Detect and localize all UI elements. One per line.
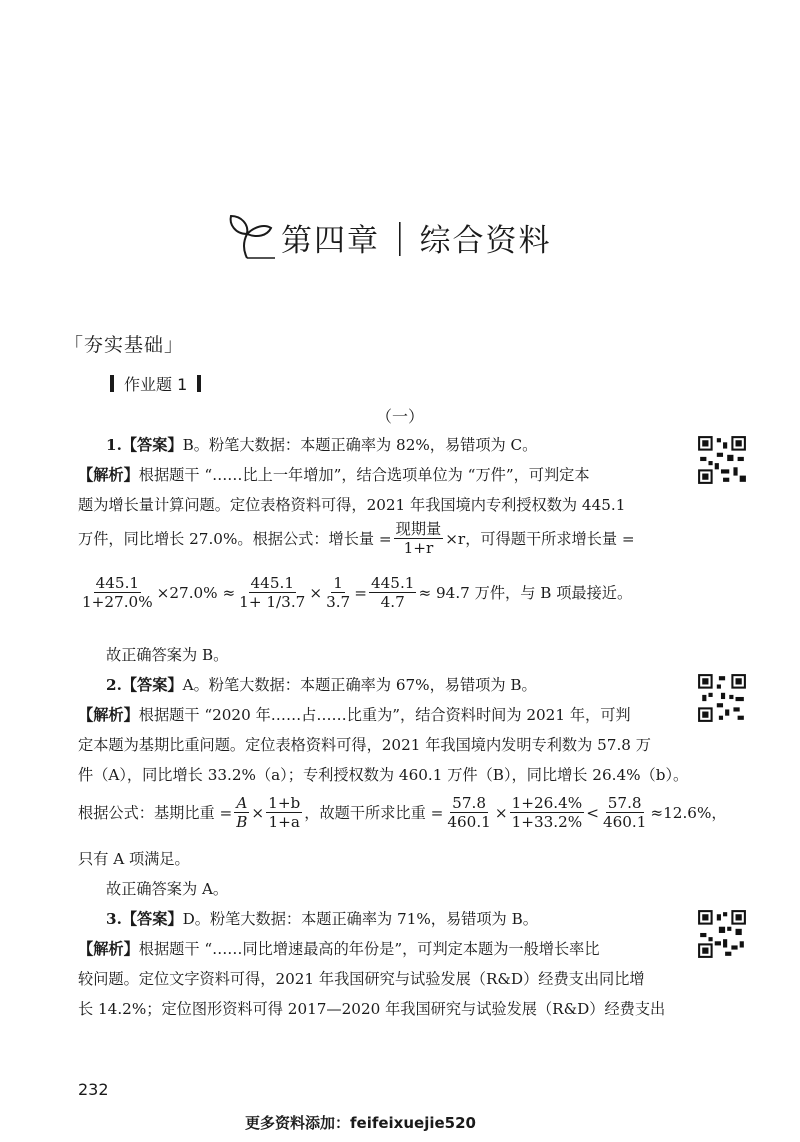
q3-answer-text: D。粉笔大数据：本题正确率为 71%，易错项为 B。: [182, 910, 538, 928]
chapter-name: 综合资料: [419, 222, 552, 259]
q3-answer-line: [106, 908, 538, 930]
frac-num: 445.1: [250, 574, 294, 592]
frac-num: 现期量: [395, 520, 442, 538]
q2-answer-line: [106, 674, 537, 696]
q3-analysis-label: 【解析】: [78, 940, 139, 958]
q2-text-line: 只有 A 项满足。: [78, 850, 190, 868]
q1-fraction: [80, 574, 155, 611]
frac-den: 460.1: [447, 813, 491, 831]
homework-title-row: [100, 372, 211, 395]
frac-den: 1+27.0%: [82, 593, 153, 611]
sprout-icon: [225, 212, 279, 262]
q2-fraction: [510, 794, 585, 831]
sub-title: （一）: [375, 407, 424, 426]
frac-num: 57.8: [452, 794, 486, 812]
q3-text-line: 长 14.2%；定位图形资料可得 2017—2020 年我国研究与试验发展（R&D）经费支出: [78, 1000, 666, 1018]
section-title: 「夯实基础」: [64, 334, 185, 356]
frac-num: 1+26.4%: [511, 794, 583, 812]
q2-text: ×: [494, 803, 508, 822]
frac-num: 445.1: [95, 574, 140, 592]
frac-num: A: [236, 794, 248, 812]
q1-text: ×27.0% ≈: [156, 583, 236, 602]
q1-answer-label: 1.【答案】: [106, 436, 183, 454]
q1-text: ≈ 94.7 万件，与 B 项最接近。: [418, 583, 633, 602]
frac-den: 1+r: [403, 539, 434, 557]
q1-text-line: 题为增长量计算问题。定位表格资料可得，2021 年我国境内专利授权数为 445.1: [78, 496, 626, 514]
page-number: 232: [78, 1080, 109, 1099]
q2-analysis-text: 根据题干 “2020 年……占……比重为”，结合资料时间为 2021 年，可判: [138, 706, 631, 724]
frac-den: 1+ 1/3.7: [239, 593, 306, 611]
q1-fraction: [237, 574, 307, 611]
q2-text-line: 件（A），同比增长 33.2%（a）；专利授权数为 460.1 万件（B），同比增长 26.4%（b）。: [78, 766, 689, 784]
q2-fraction: [445, 794, 492, 831]
q2-text: 根据公式：基期比重 =: [78, 803, 233, 822]
homework-title: 作业题 1: [124, 375, 188, 394]
q1-text: =: [354, 583, 367, 602]
q1-text: ×: [309, 583, 323, 602]
q2-text: <: [586, 803, 599, 822]
chapter-divider: |: [394, 217, 406, 257]
q3-text-line: 较问题。定位文字资料可得，2021 年我国研究与试验发展（R&D）经费支出同比增: [78, 970, 645, 988]
qr-code-icon[interactable]: [696, 908, 748, 960]
q3-analysis-line: [78, 938, 600, 960]
q1-analysis-label: 【解析】: [78, 466, 139, 484]
q2-formula-line: [78, 794, 727, 831]
chapter-title: 第四章: [281, 222, 380, 259]
q3-answer-label: 3.【答案】: [106, 910, 183, 928]
q2-fraction: [601, 794, 648, 831]
q2-analysis-line: [78, 704, 631, 726]
q1-formula-line: [78, 520, 635, 557]
q2-text: ≈12.6%，: [650, 803, 727, 822]
q2-answer-text: A。粉笔大数据：本题正确率为 67%，易错项为 B。: [182, 676, 537, 694]
q1-answer-text: B。粉笔大数据：本题正确率为 82%，易错项为 C。: [182, 436, 538, 454]
block-mark-right: [197, 375, 201, 392]
q2-analysis-label: 【解析】: [78, 706, 139, 724]
frac-den: B: [236, 813, 248, 831]
frac-den: 4.7: [380, 593, 405, 611]
q2-text-line: 定本题为基期比重问题。定位表格资料可得，2021 年我国境内发明专利数为 57.8 万: [78, 736, 651, 754]
q1-fraction: [369, 574, 416, 611]
q1-conclusion: 故正确答案为 B。: [106, 646, 229, 664]
q2-fraction: [234, 794, 249, 831]
q1-text: ×r，可得题干所求增长量 =: [445, 529, 635, 548]
qr-code-icon[interactable]: [696, 672, 748, 724]
frac-den: 1+33.2%: [511, 813, 583, 831]
frac-num: 57.8: [607, 794, 642, 812]
q1-fraction: [394, 520, 444, 557]
q2-text: ，故题干所求比重 =: [304, 803, 444, 822]
q2-fraction: [266, 794, 302, 831]
frac-num: 1+b: [268, 794, 301, 812]
q1-answer-line: [106, 434, 537, 456]
footer-note: 更多资料添加：feifeixuejie520: [245, 1114, 476, 1132]
q1-analysis-line: [78, 464, 590, 486]
q2-text: ×: [251, 803, 265, 822]
frac-den: 3.7: [326, 593, 351, 611]
q2-conclusion: 故正确答案为 A。: [106, 880, 229, 898]
frac-num: 1: [333, 574, 343, 592]
q1-calc-line: [78, 574, 632, 611]
q1-analysis-text: 根据题干 “……比上一年增加”，结合选项单位为 “万件”，可判定本: [138, 466, 590, 484]
q3-analysis-text: 根据题干 “……同比增速最高的年份是”，可判定本题为一般增长率比: [138, 940, 600, 958]
frac-den: 460.1: [602, 813, 647, 831]
qr-code-icon[interactable]: [696, 434, 748, 486]
block-mark-left: [110, 375, 114, 392]
q1-fraction: [324, 574, 352, 611]
chapter-heading: [225, 212, 551, 262]
q1-text: 万件，同比增长 27.0%。根据公式：增长量 =: [78, 529, 392, 548]
frac-num: 445.1: [370, 574, 415, 592]
q2-answer-label: 2.【答案】: [106, 676, 183, 694]
frac-den: 1+a: [268, 813, 300, 831]
